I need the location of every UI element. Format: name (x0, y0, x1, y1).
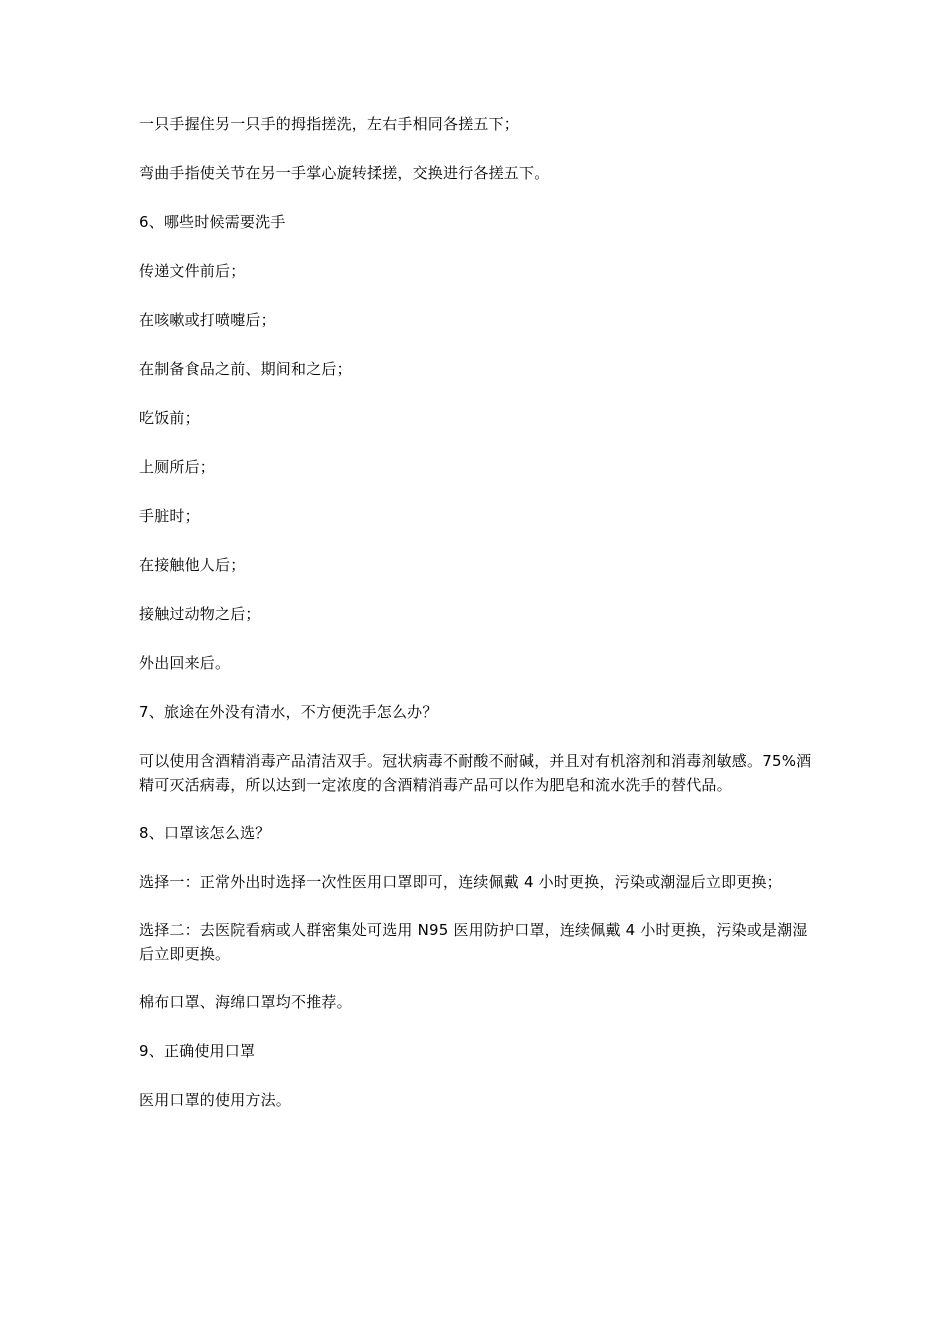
list-item: 传递文件前后； (139, 262, 246, 280)
section-heading-8: 8、口罩该怎么选？ (139, 824, 271, 842)
paragraph-knuckle-rub: 弯曲手指使关节在另一手掌心旋转揉搓，交换进行各搓五下。 (139, 164, 550, 182)
list-item: 外出回来后。 (139, 654, 231, 672)
list-item: 手脏时； (139, 507, 200, 525)
list-item: 在咳嗽或打喷嚏后； (139, 311, 276, 329)
paragraph-not-recommended: 棉布口罩、海绵口罩均不推荐。 (139, 993, 352, 1011)
list-item: 上厕所后； (139, 458, 216, 476)
section-heading-7: 7、旅途在外没有清水，不方便洗手怎么办？ (139, 703, 438, 721)
section-heading-9: 9、正确使用口罩 (139, 1042, 256, 1060)
paragraph-mask-option-1: 选择一：正常外出时选择一次性医用口罩即可，连续佩戴 4 小时更换，污染或潮湿后立即更换； (139, 873, 782, 891)
paragraph-mask-usage: 医用口罩的使用方法。 (139, 1091, 292, 1109)
list-item: 吃饭前； (139, 409, 200, 427)
list-item: 在制备食品之前、期间和之后； (139, 360, 352, 378)
list-item: 接触过动物之后； (139, 605, 261, 623)
paragraph-thumb-rub: 一只手握住另一只手的拇指搓洗，左右手相同各搓五下； (139, 115, 520, 133)
document-body (139, 112, 819, 1137)
section-heading-6: 6、哪些时候需要洗手 (139, 213, 286, 231)
list-item: 在接触他人后； (139, 556, 246, 574)
paragraph-alcohol-sanitizer: 可以使用含酒精消毒产品清洁双手。冠状病毒不耐酸不耐碱，并且对有机溶剂和消毒剂敏感。75%酒精可灭活病毒，所以达到一定浓度的含酒精消毒产品可以作为肥皂和流水洗手的替代品。 (139, 752, 812, 794)
paragraph-mask-option-2: 选择二：去医院看病或人群密集处可选用 N95 医用防护口罩，连续佩戴 4 小时更换，污染或是潮湿后立即更换。 (139, 921, 808, 963)
